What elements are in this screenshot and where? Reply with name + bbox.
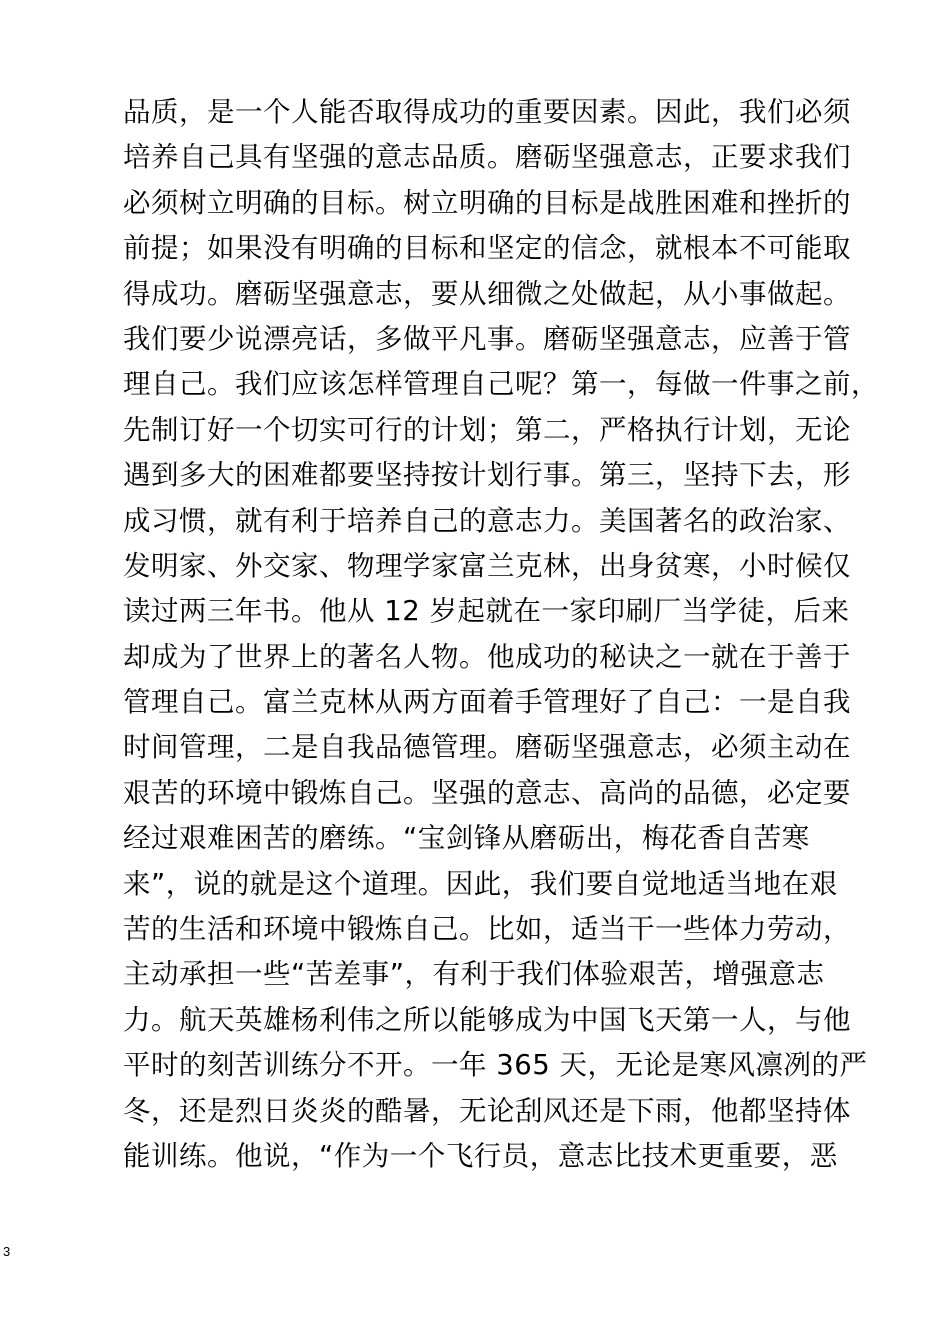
text-line: 遇到多大的困难都要坚持按计划行事。第三，坚持下去，形 [123,459,851,492]
text-line: 品质，是一个人能否取得成功的重要因素。因此，我们必须 [123,96,851,128]
text-line: 读过两三年书。他从 12 岁起就在一家印刷厂当学徒，后来 [123,595,850,628]
text-line: 来”，说的就是这个道理。因此，我们要自觉地适当地在艰 [123,867,838,900]
text-line: 管理自己。富兰克林从两方面着手管理好了自己：一是自我 [123,686,851,719]
text-line: 主动承担一些“苦差事”，有利于我们体验艰苦，增强意志 [123,958,825,991]
text-line: 培养自己具有坚强的意志品质。磨砺坚强意志，正要求我们 [123,141,851,174]
text-line: 力。航天英雄杨利伟之所以能够成为中国飞天第一人，与他 [123,1003,851,1036]
text-line: 我们要少说漂亮话，多做平凡事。磨砺坚强意志，应善于管 [123,322,851,355]
page-number: 3 [3,1244,11,1259]
text-line: 得成功。磨砺坚强意志，要从细微之处做起，从小事做起。 [123,277,851,310]
text-line: 理自己。我们应该怎样管理自己呢？第一，每做一件事之前， [123,368,879,401]
body-text [123,90,879,1179]
text-line: 能训练。他说，“作为一个飞行员，意志比技术更重要，恶 [123,1139,838,1172]
text-line: 发明家、外交家、物理学家富兰克林，出身贫寒，小时候仅 [123,549,851,582]
text-line: 冬，还是烈日炎炎的酷暑，无论刮风还是下雨，他都坚持体 [123,1094,851,1127]
text-line: 成习惯，就有利于培养自己的意志力。美国著名的政治家、 [123,504,851,537]
text-line: 却成为了世界上的著名人物。他成功的秘诀之一就在于善于 [123,640,851,673]
text-line: 前提；如果没有明确的目标和坚定的信念，就根本不可能取 [123,232,851,265]
text-line: 苦的生活和环境中锻炼自己。比如，适当干一些体力劳动， [123,913,851,946]
text-line: 平时的刻苦训练分不开。一年 365 天，无论是寒风凛冽的严 [123,1049,868,1082]
text-line: 时间管理，二是自我品德管理。磨砺坚强意志，必须主动在 [123,731,851,764]
text-line: 艰苦的环境中锻炼自己。坚强的意志、高尚的品德，必定要 [123,776,851,809]
text-line: 必须树立明确的目标。树立明确的目标是战胜困难和挫折的 [123,186,851,219]
text-line: 经过艰难困苦的磨练。“宝剑锋从磨砺出，梅花香自苦寒 [123,822,810,855]
text-line: 先制订好一个切实可行的计划；第二，严格执行计划，无论 [123,413,851,446]
